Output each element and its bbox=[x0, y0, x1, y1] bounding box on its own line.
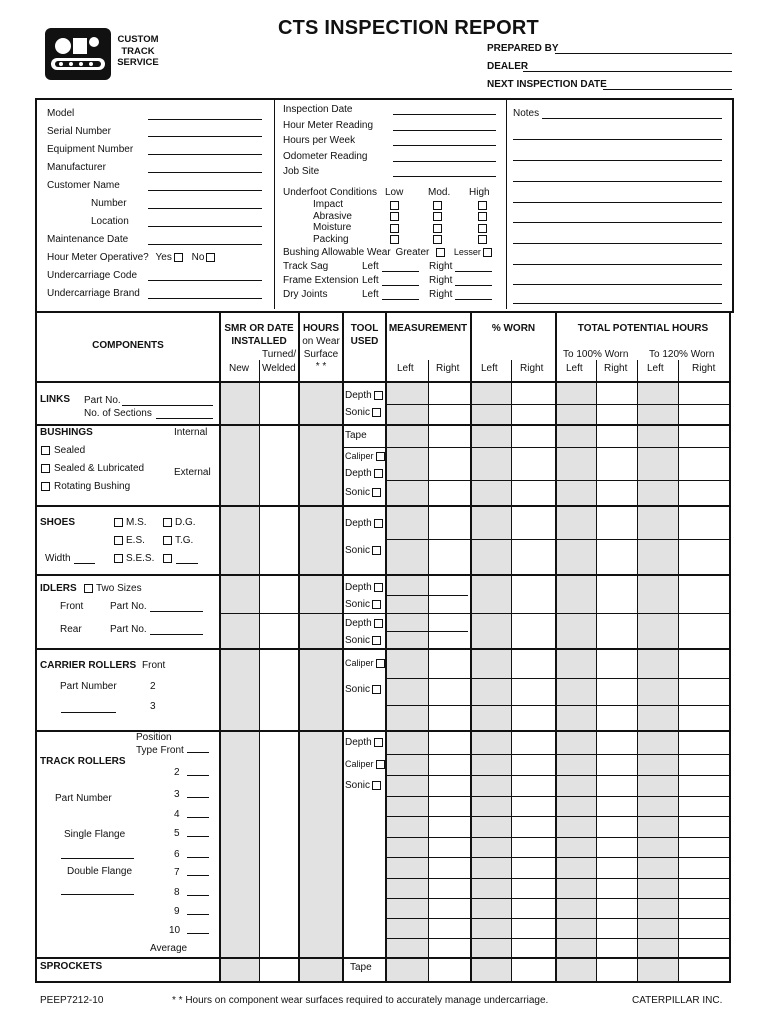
caliper-checkbox[interactable] bbox=[376, 452, 385, 461]
rotating-checkbox[interactable] bbox=[41, 482, 50, 491]
location-field[interactable] bbox=[148, 226, 262, 227]
hour-meter-reading-label: Hour Meter Reading bbox=[283, 120, 374, 131]
caliper-checkbox[interactable] bbox=[376, 760, 385, 769]
tool-header: TOOL bbox=[350, 323, 379, 334]
single-flange-field[interactable] bbox=[61, 858, 134, 859]
notes-line[interactable] bbox=[513, 160, 722, 161]
next-inspection-field[interactable] bbox=[603, 89, 732, 90]
depth-checkbox[interactable] bbox=[374, 619, 383, 628]
average-label: Average bbox=[150, 943, 188, 954]
hours-header-2: on Wear bbox=[302, 336, 340, 347]
shaded-column bbox=[556, 382, 596, 982]
mod-checkboxes bbox=[431, 200, 442, 246]
notes-line[interactable] bbox=[542, 118, 722, 119]
other-shoe-field[interactable] bbox=[176, 563, 198, 564]
equipment-number-field[interactable] bbox=[148, 154, 262, 155]
tool-depth: Depth bbox=[345, 618, 383, 629]
tool-caliper: Caliper bbox=[345, 658, 385, 668]
caliper-checkbox[interactable] bbox=[376, 659, 385, 668]
moisture-label: Moisture bbox=[313, 222, 352, 233]
links-sections-field[interactable] bbox=[156, 418, 213, 419]
high-label: High bbox=[469, 187, 490, 198]
abrasive-label: Abrasive bbox=[313, 211, 352, 222]
p120-left-label: Left bbox=[647, 363, 664, 374]
idler-front-part-field[interactable] bbox=[150, 611, 203, 612]
tool-tape: Tape bbox=[345, 430, 367, 441]
notes-line[interactable] bbox=[513, 139, 722, 140]
dg-option: D.G. bbox=[163, 517, 196, 528]
location-label: Location bbox=[91, 216, 129, 227]
other-shoe-checkbox[interactable] bbox=[163, 554, 172, 563]
maintenance-date-label: Maintenance Date bbox=[47, 234, 129, 245]
sprockets-label: SPROCKETS bbox=[40, 961, 103, 972]
measurement-header: MEASUREMENT bbox=[388, 323, 468, 334]
dry-joints-right-field[interactable] bbox=[455, 299, 492, 300]
sonic-checkbox[interactable] bbox=[372, 636, 381, 645]
footer-note: * * Hours on component wear surfaces required to accurately manage undercarriage. bbox=[172, 995, 549, 1006]
moisture-low-checkbox[interactable] bbox=[390, 224, 399, 233]
dry-joints-left-field[interactable] bbox=[382, 299, 419, 300]
p120-right-label: Right bbox=[692, 363, 716, 374]
worn-left-label: Left bbox=[481, 363, 498, 374]
hours-per-week-label: Hours per Week bbox=[283, 135, 356, 146]
idler-rear-part-label: Part No. bbox=[110, 624, 147, 635]
track-rollers-label: TRACK ROLLERS bbox=[40, 756, 126, 767]
manufacturer-label: Manufacturer bbox=[47, 162, 106, 173]
prepared-by-label: PREPARED BY bbox=[487, 43, 559, 54]
new-label: New bbox=[229, 363, 250, 374]
p100-right-label: Right bbox=[604, 363, 628, 374]
sonic-checkbox[interactable] bbox=[372, 781, 381, 790]
es-checkbox[interactable] bbox=[114, 536, 123, 545]
total-potential-header: TOTAL POTENTIAL HOURS bbox=[577, 323, 709, 334]
tool-sonic: Sonic bbox=[345, 407, 381, 418]
idler-front-label: Front bbox=[60, 601, 84, 612]
roller-pos: 10 bbox=[169, 925, 181, 936]
shaded-column bbox=[385, 382, 428, 982]
es-option: E.S. bbox=[114, 535, 145, 546]
sonic-checkbox[interactable] bbox=[372, 600, 381, 609]
tool-depth: Depth bbox=[345, 468, 383, 479]
logo-text: CUSTOM TRACK SERVICE bbox=[117, 34, 159, 68]
depth-checkbox[interactable] bbox=[374, 738, 383, 747]
track-sag-right-label: Right bbox=[429, 261, 453, 272]
links-sections-label: No. of Sections bbox=[84, 408, 152, 419]
carrier-part-number-label: Part Number bbox=[60, 681, 117, 692]
equipment-number-label: Equipment Number bbox=[47, 144, 134, 155]
tractor-icon bbox=[45, 28, 111, 80]
manufacturer-field[interactable] bbox=[148, 172, 262, 173]
packing-mod-checkbox[interactable] bbox=[433, 235, 442, 244]
number-field[interactable] bbox=[148, 208, 262, 209]
carrier-rollers-label: CARRIER ROLLERS bbox=[40, 660, 137, 671]
lesser-checkbox[interactable] bbox=[483, 248, 492, 257]
rotating-option: Rotating Bushing bbox=[41, 481, 130, 492]
frame-ext-right-label: Right bbox=[429, 275, 453, 286]
moisture-high-checkbox[interactable] bbox=[478, 224, 487, 233]
roller-pos: 2 bbox=[174, 767, 180, 778]
sonic-checkbox[interactable] bbox=[372, 408, 381, 417]
p100-left-label: Left bbox=[566, 363, 583, 374]
dealer-label: DEALER bbox=[487, 61, 529, 72]
worn-right-label: Right bbox=[520, 363, 544, 374]
serial-number-label: Serial Number bbox=[47, 126, 111, 137]
report-title: CTS INSPECTION REPORT bbox=[278, 17, 539, 39]
position-label: Position bbox=[136, 732, 172, 743]
customer-name-field[interactable] bbox=[148, 190, 262, 191]
roller-pos: 6 bbox=[174, 849, 180, 860]
bushings-label: BUSHINGS bbox=[40, 427, 93, 438]
track-sag-left-field[interactable] bbox=[382, 271, 419, 272]
sealed-option: Sealed bbox=[41, 445, 85, 456]
meas-left-label: Left bbox=[397, 363, 414, 374]
sealed-lub-option: Sealed & Lubricated bbox=[41, 463, 144, 474]
meas-right-label: Right bbox=[436, 363, 460, 374]
job-site-label: Job Site bbox=[283, 166, 320, 177]
track-part-number-label: Part Number bbox=[55, 793, 112, 804]
dealer-field[interactable] bbox=[523, 71, 732, 72]
double-flange-label: Double Flange bbox=[67, 866, 133, 877]
depth-checkbox[interactable] bbox=[374, 519, 383, 528]
shaded-column bbox=[470, 382, 511, 982]
notes-line[interactable] bbox=[513, 284, 722, 285]
abrasive-mod-checkbox[interactable] bbox=[433, 212, 442, 221]
frame-ext-left-label: Left bbox=[362, 275, 379, 286]
hours-header-4: * * bbox=[315, 361, 327, 372]
tool-sonic: Sonic bbox=[345, 780, 381, 791]
mod-label: Mod. bbox=[428, 187, 451, 198]
track-sag-left-label: Left bbox=[362, 261, 379, 272]
double-flange-field[interactable] bbox=[61, 894, 134, 895]
to120-label: To 120% Worn bbox=[649, 349, 715, 360]
roller-pos: 4 bbox=[174, 809, 180, 820]
notes-line[interactable] bbox=[513, 303, 722, 304]
notes-line[interactable] bbox=[513, 222, 722, 223]
dry-joints-left-label: Left bbox=[362, 289, 379, 300]
model-label: Model bbox=[47, 108, 75, 119]
hour-meter-operative: Hour Meter Operative? Yes No bbox=[47, 252, 215, 263]
idlers-label: IDLERS bbox=[40, 583, 77, 594]
tool-header-2: USED bbox=[350, 336, 379, 347]
width-field[interactable] bbox=[74, 563, 95, 564]
idler-rear-part-field[interactable] bbox=[150, 634, 203, 635]
inspection-date-label: Inspection Date bbox=[283, 104, 353, 115]
dry-joints-label: Dry Joints bbox=[283, 289, 328, 300]
tool-sonic: Sonic bbox=[345, 545, 381, 556]
bushing-wear-row: Bushing Allowable Wear Greater Lesser bbox=[283, 247, 492, 258]
no-checkbox[interactable] bbox=[206, 253, 215, 262]
turned-label: Turned/ bbox=[262, 349, 297, 360]
sonic-checkbox[interactable] bbox=[372, 488, 381, 497]
notes-line[interactable] bbox=[513, 243, 722, 244]
other-shoe-option bbox=[163, 553, 175, 564]
tg-checkbox[interactable] bbox=[163, 536, 172, 545]
to100-label: To 100% Worn bbox=[563, 349, 629, 360]
ses-checkbox[interactable] bbox=[114, 554, 123, 563]
hours-header: HOURS bbox=[302, 323, 340, 334]
maintenance-date-field[interactable] bbox=[148, 244, 262, 245]
dry-joints-right-label: Right bbox=[429, 289, 453, 300]
sealed-lub-checkbox[interactable] bbox=[41, 464, 50, 473]
job-site-field[interactable] bbox=[393, 176, 496, 177]
frame-extension-label: Frame Extension bbox=[283, 275, 359, 286]
width-label: Width bbox=[45, 553, 71, 564]
notes-label: Notes bbox=[513, 108, 540, 119]
notes-line[interactable] bbox=[513, 181, 722, 182]
roller-pos: 8 bbox=[174, 887, 180, 898]
abrasive-high-checkbox[interactable] bbox=[478, 212, 487, 221]
notes-line[interactable] bbox=[513, 264, 722, 265]
depth-checkbox[interactable] bbox=[374, 583, 383, 592]
undercarriage-brand-field[interactable] bbox=[148, 298, 262, 299]
idler-front-part-label: Part No. bbox=[110, 601, 147, 612]
prepared-by-field[interactable] bbox=[555, 53, 732, 54]
odometer-field[interactable] bbox=[393, 161, 496, 162]
serial-number-field[interactable] bbox=[148, 136, 262, 137]
impact-label: Impact bbox=[313, 199, 344, 210]
undercarriage-brand-label: Undercarriage Brand bbox=[47, 288, 140, 299]
idler-rear-label: Rear bbox=[60, 624, 82, 635]
internal-label: Internal bbox=[174, 427, 208, 438]
hours-per-week-field[interactable] bbox=[393, 145, 496, 146]
pct-worn-header: % WORN bbox=[491, 323, 536, 334]
shaded-column bbox=[637, 382, 678, 982]
tool-sonic: Sonic bbox=[345, 487, 381, 498]
depth-checkbox[interactable] bbox=[374, 391, 383, 400]
inspection-date-field[interactable] bbox=[393, 114, 496, 115]
roller-pos: 3 bbox=[174, 789, 180, 800]
sonic-checkbox[interactable] bbox=[372, 685, 381, 694]
shaded-column bbox=[298, 382, 342, 982]
links-part-field[interactable] bbox=[122, 405, 213, 406]
ms-option: M.S. bbox=[114, 517, 147, 528]
ses-option: S.E.S. bbox=[114, 553, 154, 564]
number-label: Number bbox=[91, 198, 127, 209]
greater-checkbox[interactable] bbox=[436, 248, 445, 257]
carrier-front-label: Front bbox=[142, 660, 166, 671]
tool-sonic: Sonic bbox=[345, 635, 381, 646]
carrier-part-field[interactable] bbox=[61, 712, 116, 713]
smr-header-1: SMR OR DATE bbox=[224, 323, 294, 334]
packing-high-checkbox[interactable] bbox=[478, 235, 487, 244]
depth-checkbox[interactable] bbox=[374, 469, 383, 478]
info-box bbox=[35, 98, 734, 313]
yes-checkbox[interactable] bbox=[174, 253, 183, 262]
links-part-label: Part No. bbox=[84, 395, 121, 406]
odometer-label: Odometer Reading bbox=[283, 151, 368, 162]
dg-checkbox[interactable] bbox=[163, 518, 172, 527]
moisture-mod-checkbox[interactable] bbox=[433, 224, 442, 233]
low-label: Low bbox=[385, 187, 404, 198]
notes-line[interactable] bbox=[513, 202, 722, 203]
abrasive-low-checkbox[interactable] bbox=[390, 212, 399, 221]
tool-depth: Depth bbox=[345, 582, 383, 593]
frame-ext-right-field[interactable] bbox=[455, 285, 492, 286]
carrier-pos-3: 3 bbox=[150, 701, 156, 712]
packing-label: Packing bbox=[313, 234, 349, 245]
company-name: CATERPILLAR INC. bbox=[632, 995, 723, 1006]
two-sizes-checkbox[interactable] bbox=[84, 584, 93, 593]
packing-low-checkbox[interactable] bbox=[390, 235, 399, 244]
undercarriage-code-field[interactable] bbox=[148, 280, 262, 281]
form-number: PEEP7212-10 bbox=[40, 995, 104, 1006]
single-flange-label: Single Flange bbox=[64, 829, 126, 840]
sealed-checkbox[interactable] bbox=[41, 446, 50, 455]
roller-pos: 9 bbox=[174, 906, 180, 917]
shaded-column bbox=[220, 382, 259, 982]
roller-pos: 7 bbox=[174, 867, 180, 878]
tool-caliper: Caliper bbox=[345, 451, 385, 461]
tg-option: T.G. bbox=[163, 535, 193, 546]
hours-header-3: Surface bbox=[303, 349, 339, 360]
impact-mod-checkbox[interactable] bbox=[433, 201, 442, 210]
impact-low-checkbox[interactable] bbox=[390, 201, 399, 210]
welded-label: Welded bbox=[262, 363, 296, 374]
customer-name-label: Customer Name bbox=[47, 180, 120, 191]
type-front-label: Type Front bbox=[136, 745, 184, 756]
carrier-pos-2: 2 bbox=[150, 681, 156, 692]
roller-pos: 5 bbox=[174, 828, 180, 839]
ms-checkbox[interactable] bbox=[114, 518, 123, 527]
sonic-checkbox[interactable] bbox=[372, 546, 381, 555]
tool-sonic: Sonic bbox=[345, 599, 381, 610]
next-inspection-label: NEXT INSPECTION DATE bbox=[487, 79, 607, 90]
shoes-label: SHOES bbox=[40, 517, 76, 528]
low-checkboxes bbox=[388, 200, 399, 246]
links-label: LINKS bbox=[40, 394, 70, 405]
track-sag-right-field[interactable] bbox=[455, 271, 492, 272]
tool-depth: Depth bbox=[345, 737, 383, 748]
external-label: External bbox=[174, 467, 211, 478]
frame-ext-left-field[interactable] bbox=[382, 285, 419, 286]
smr-header-2: INSTALLED bbox=[231, 336, 287, 347]
hour-meter-reading-field[interactable] bbox=[393, 130, 496, 131]
impact-high-checkbox[interactable] bbox=[478, 201, 487, 210]
cts-logo bbox=[45, 28, 111, 80]
tool-depth: Depth bbox=[345, 518, 383, 529]
high-checkboxes bbox=[476, 200, 487, 246]
model-field[interactable] bbox=[148, 119, 262, 120]
tool-caliper: Caliper bbox=[345, 759, 385, 769]
tool-depth: Depth bbox=[345, 390, 383, 401]
track-sag-label: Track Sag bbox=[283, 261, 329, 272]
undercarriage-code-label: Undercarriage Code bbox=[47, 270, 138, 281]
tool-tape: Tape bbox=[350, 962, 372, 973]
components-header: COMPONENTS bbox=[92, 340, 164, 351]
underfoot-conditions-label: Underfoot Conditions bbox=[283, 187, 377, 198]
tool-sonic: Sonic bbox=[345, 684, 381, 695]
two-sizes-option: Two Sizes bbox=[84, 583, 142, 594]
